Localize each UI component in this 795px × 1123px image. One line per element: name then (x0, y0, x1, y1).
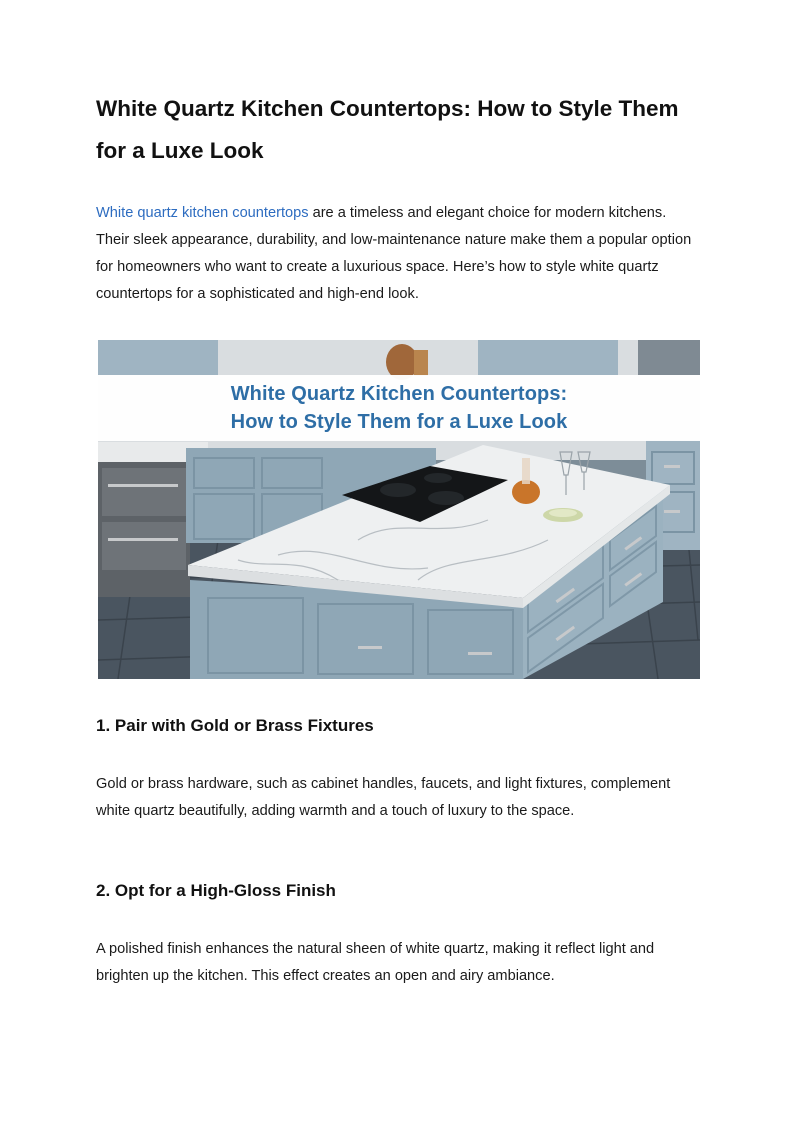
banner-line-1: White Quartz Kitchen Countertops: (230, 383, 568, 405)
hero-image (98, 340, 700, 679)
section-heading-2: 2. Opt for a High-Gloss Finish (96, 881, 336, 900)
banner-line-2: How to Style Them for a Luxe Look (230, 411, 568, 433)
section-heading-1: 1. Pair with Gold or Brass Fixtures (96, 716, 374, 735)
intro-paragraph (96, 200, 701, 308)
section-body-2: A polished finish enhances the natural sheen of white quartz, making it reflect light and brighten up the kitchen. This effect creates an open and airy ambiance. (96, 941, 655, 984)
intro-text: are a timeless and elegant choice for modern kitchens. Their sleek appearance, durability, and low-maintenance nature make them a popular option for homeowners who want to create a luxurious space. Here’s how to style white quartz countertops for a sophisticated and high-end look. (96, 205, 692, 302)
intro-link[interactable]: White quartz kitchen countertops (96, 205, 309, 221)
hero-banner (98, 375, 700, 441)
article-title: White Quartz Kitchen Countertops: How to Style Them for a Luxe Look (96, 96, 679, 163)
section-body-1: Gold or brass hardware, such as cabinet handles, faucets, and light fixtures, complement white quartz beautifully, adding warmth and a touch of luxury to the space. (96, 776, 671, 819)
